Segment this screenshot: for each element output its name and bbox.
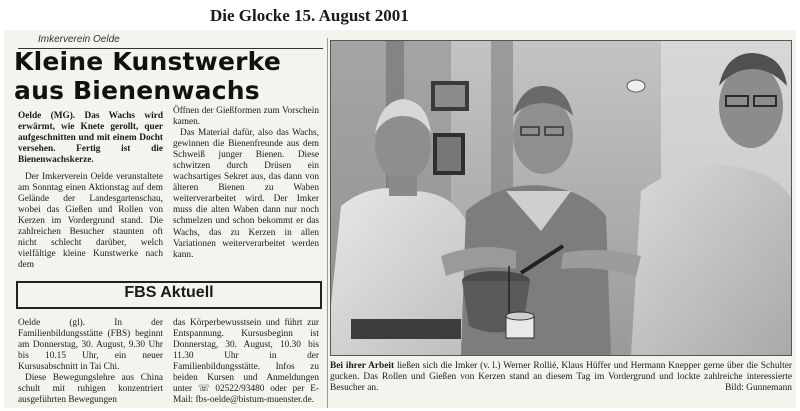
caption-text: ließen sich die Imker (v. l.) Werner Rollié, Klaus Hüffer und Hermann Knepper gerne über die Schulter gucken. Das Rollen und Gießen von Kerzen stand an diesem Tag im Vordergrund und lockte zahlreiche interessierte Besucher an. [330, 361, 793, 393]
article-photo [330, 40, 792, 356]
candle-mould [506, 312, 534, 338]
article-headline [14, 47, 334, 105]
headline-line-1: Kleine Kunstwerke [14, 47, 281, 76]
photo-caption [330, 361, 792, 394]
caption-lead: Bei ihrer Arbeit [330, 361, 395, 371]
source-title: Die Glocke 15. August 2001 [210, 6, 409, 25]
fbs-column-2: das Körperbewusstsein und führt zur Entspannung. Kursusbeginn ist Donnerstag, 30. August, 10.30 bis 11.30 Uhr in der Familienbildungsstätte. Infos zu beiden Kursen und Anmeldungen unter ☏ 02522/93480 oder per E-Mail: fbs-oelde@bistum-muenster.de. [173, 318, 319, 406]
kicker-text: Imkerverein Oelde [38, 34, 120, 45]
body-paragraph: Das Material dafür, also das Wachs, gewinnen die Bienenfreunde aus dem Schweiß junger Bienen. Diese schwitzen durch Drüsen ein wachsartiges Sekret aus, das dann von älteren Bienen zu Waben weiterverarbeitet wird. Der Imker muss die alten Waben dann nur noch schmelzen und schon bekommt er das Wachs, das zu Kerzen in allen Variationen weiterverarbeitet werden kann. [173, 128, 319, 260]
fbs-section-title: FBS Aktuell [124, 284, 214, 301]
lamp-icon [627, 80, 645, 92]
fbs-paragraph: Diese Bewegungslehre aus China schult mit ruhigen konzentriert ausgeführten Bewegungen [18, 373, 163, 406]
headline-line-2: aus Bienenwachs [14, 76, 260, 105]
body-paragraph: Öffnen der Gießformen zum Vorschein kamen. [173, 106, 319, 128]
photo-credit: Bild: Gunnemann [725, 383, 792, 393]
photo-illustration [331, 41, 791, 355]
article-body-column-2 [173, 106, 319, 261]
fbs-column-1 [18, 318, 163, 406]
column-divider [327, 38, 328, 408]
fbs-paragraph: Oelde (gl). In der Familienbildungsstätte (FBS) beginnt am Donnerstag, 30. August, 9.30 Uhr bis 10.15 Uhr, ein neuer Kursusabschnitt in Tai Chi. [18, 318, 163, 373]
article-lead: Oelde (MG). Das Wachs wird erwärmt, wie Knete gerollt, quer aufgeschnitten und mit einem Docht versehen. Fertig ist die Bienenwachskerze. [18, 111, 163, 166]
article-body-column-1: Der Imkerverein Oelde veranstaltete am Sonntag einen Aktionstag auf dem Gelände der Landesgartenschau, wobei das Gießen und Rollen von Kerzen im Vordergrund stand. Die zahlreichen Besucher staunten oft nicht schlecht darüber, welch vielfältige kleine Kunstwerke nach dem [18, 172, 163, 271]
